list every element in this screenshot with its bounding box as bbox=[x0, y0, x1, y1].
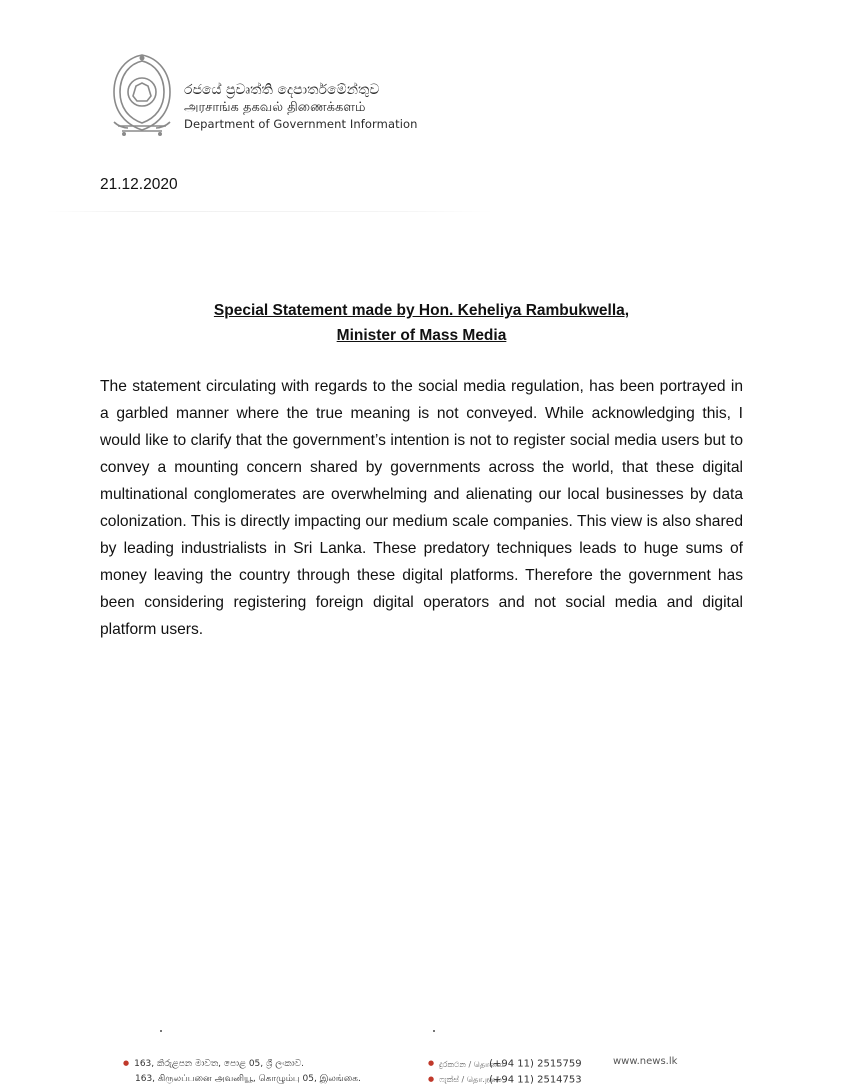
bullet-icon: ● bbox=[428, 1059, 435, 1067]
footer-address bbox=[123, 1056, 361, 1087]
title-line-2: Minister of Mass Media bbox=[336, 327, 507, 344]
statement-body: The statement circulating with regards to the social media regulation, has been portrayed in a garbled manner where the true meaning is not conveyed. While acknowledging this, I would like to clarify that the government’s intention is not to register social media users but to convey a mounting concern shared by governments across the world, that these digital multinational conglomerates are overwhelming and alienating our local businesses by data colonization. This is directly impacting our medium scale companies. This view is also shared by leading industrialists in Sri Lanka. These predatory techniques leads to huge sums of money leaving the country through these digital platforms. Therefore the government has been considering registering foreign digital operators and not social media and digital platform users. bbox=[100, 378, 743, 638]
title-line-1: Special Statement made by Hon. Keheliya Rambukwella, bbox=[213, 302, 630, 319]
website-link[interactable]: www.news.lk bbox=[613, 1056, 678, 1067]
phone-number: (+94 11) 2515759 bbox=[489, 1058, 582, 1070]
address-tamil: 163, கிருலப்பனை அவனியூ, கொழும்பு 05, இலங்கை. bbox=[135, 1074, 361, 1084]
organization-names bbox=[184, 82, 444, 133]
statement-date: 21.12.2020 bbox=[100, 176, 178, 193]
organization-name-sinhala: රජයේ ප්‍රවෘත්ති දෙපාර්තමේන්තුව bbox=[184, 82, 380, 98]
fax-label: ෆැක්ස් / தொ.நகல் bbox=[439, 1075, 502, 1084]
divider bbox=[45, 211, 495, 212]
footer-mark bbox=[160, 1030, 162, 1032]
phone-label: දුරකථන / தொலை bbox=[439, 1059, 504, 1069]
address-sinhala: 163, කිරුළපන මාවත, පොළ 05, ශ්‍රී ලංකාව. bbox=[134, 1059, 305, 1069]
organization-name-tamil: அரசாங்க தகவல் திணைக்களம் bbox=[184, 100, 366, 115]
letterhead bbox=[106, 52, 446, 137]
fax-number: (+94 11) 2514753 bbox=[489, 1074, 582, 1085]
footer-contacts bbox=[428, 1056, 582, 1087]
organization-name-english: Department of Government Information bbox=[184, 117, 418, 131]
statement-title bbox=[100, 298, 743, 348]
bullet-icon: ● bbox=[428, 1074, 435, 1083]
letterhead-footer bbox=[0, 1020, 843, 1091]
sri-lanka-emblem-icon bbox=[106, 52, 178, 136]
bullet-icon: ● bbox=[123, 1059, 130, 1067]
footer-mark bbox=[433, 1030, 435, 1032]
